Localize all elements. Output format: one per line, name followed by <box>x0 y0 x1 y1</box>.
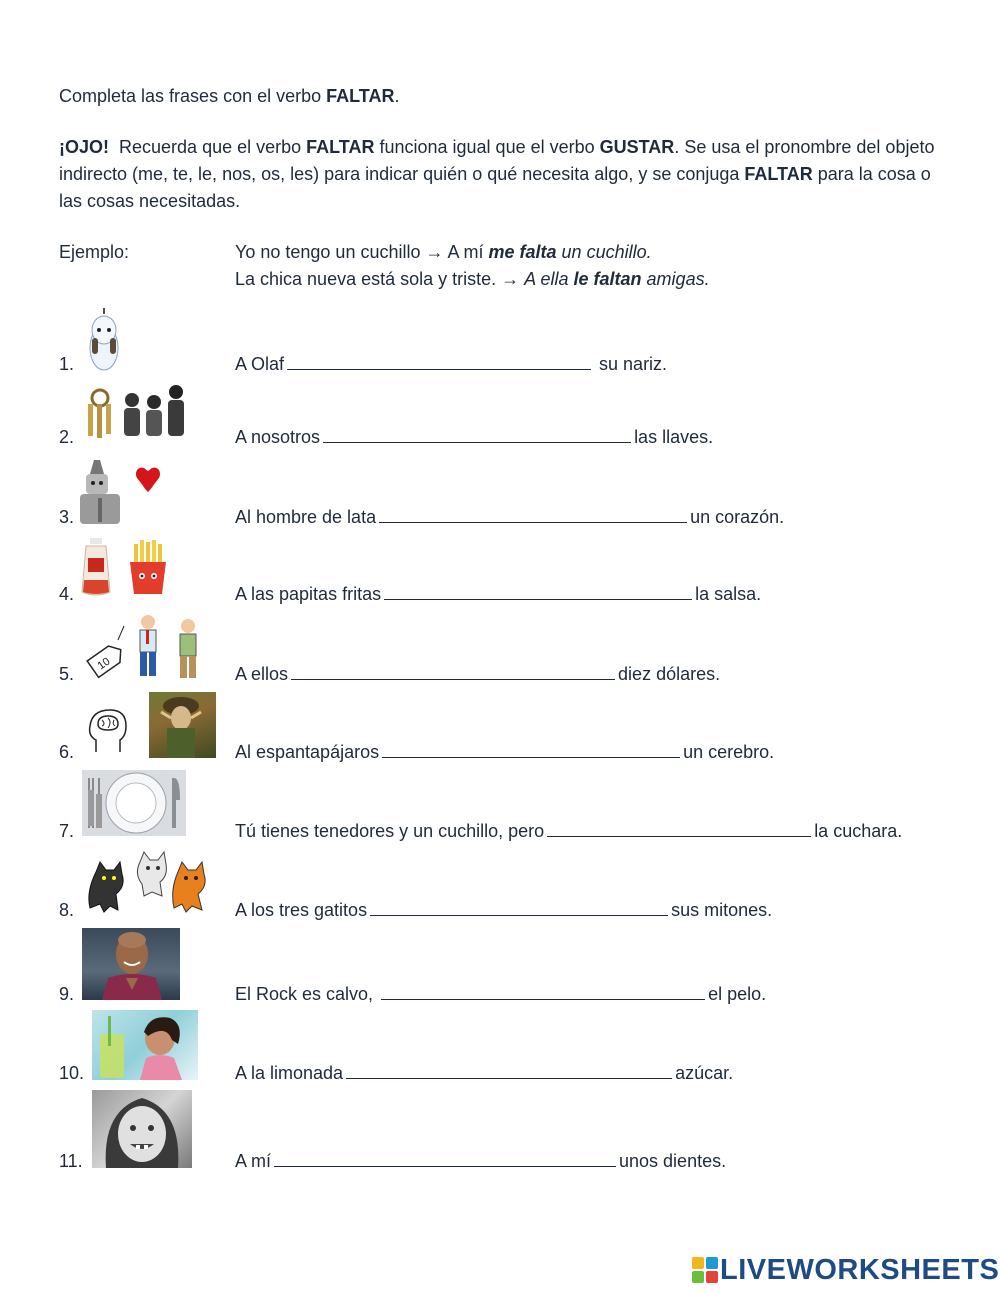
instruction-end: . <box>394 86 400 106</box>
answer-blank-2[interactable] <box>323 426 631 443</box>
sentence-9 <box>235 982 766 1006</box>
answer-blank-8[interactable] <box>370 899 668 916</box>
item-number: 7. <box>59 821 75 841</box>
sentence-prefix: A las papitas fritas <box>235 584 382 604</box>
note-text-1: Recuerda que el verbo <box>109 137 307 157</box>
sentence-4 <box>235 582 761 606</box>
sentence-10 <box>235 1061 733 1085</box>
logo-icon <box>692 1257 718 1283</box>
sentence-prefix: A mí <box>235 1151 272 1171</box>
sentence-prefix: Tú tienes tenedores y un cuchillo, pero <box>235 821 545 841</box>
example-1-italic: un cuchillo. <box>556 242 652 262</box>
answer-blank-6[interactable] <box>382 741 680 758</box>
item-number: 10. <box>59 1063 85 1083</box>
answer-blank-4[interactable] <box>384 583 692 600</box>
sentence-prefix: Al hombre de lata <box>235 507 377 527</box>
sentence-suffix: su nariz. <box>594 354 668 374</box>
item-number: 6. <box>59 742 75 762</box>
sentence-prefix: A la limonada <box>235 1063 344 1083</box>
olaf-icon <box>86 308 122 372</box>
note-text-4: para la cosa o las cosas necesitadas. <box>59 164 931 211</box>
example-1-plain: Yo no tengo un cuchillo → A mí <box>235 242 489 262</box>
instruction <box>59 83 399 110</box>
sentence-suffix: la salsa. <box>695 584 762 604</box>
example-1-bold: me falta <box>488 242 557 262</box>
sentence-suffix: azúcar. <box>675 1063 734 1083</box>
sentence-5 <box>235 662 720 686</box>
place-setting-icon <box>82 770 186 836</box>
keys-people-icon <box>82 382 192 444</box>
answer-blank-7[interactable] <box>547 820 811 837</box>
sentence-prefix: A nosotros <box>235 427 321 447</box>
sentence-suffix: las llaves. <box>634 427 714 447</box>
sentence-7 <box>235 819 902 843</box>
sentence-2 <box>235 425 713 449</box>
ojo-label: ¡OJO! <box>59 137 110 157</box>
item-number: 2. <box>59 427 75 447</box>
sentence-suffix: unos dientes. <box>619 1151 727 1171</box>
price-tag-men-icon <box>84 612 216 682</box>
sentence-8 <box>235 898 772 922</box>
sentence-prefix: A los tres gatitos <box>235 900 368 920</box>
item-number: 1. <box>59 354 75 374</box>
example-label: Ejemplo: <box>59 242 130 262</box>
example-2-italic-a: A ella <box>524 269 574 289</box>
answer-blank-5[interactable] <box>291 663 615 680</box>
answer-blank-10[interactable] <box>346 1062 672 1079</box>
note-text-3: . Se usa el pronombre del objeto indirecto (me, te, le, nos, os, les) para indicar quién o qué necesita algo, y se conjuga <box>59 137 935 184</box>
the-rock-photo <box>82 928 180 1000</box>
note-verb-faltar: FALTAR <box>306 137 375 157</box>
scarecrow-photo <box>149 692 216 758</box>
sentence-11 <box>235 1149 726 1173</box>
sentence-prefix: A ellos <box>235 664 289 684</box>
liveworksheets-logo <box>692 1254 999 1286</box>
instruction-text: Completa las frases con el verbo <box>59 86 327 106</box>
item-number: 3. <box>59 507 75 527</box>
sentence-1 <box>235 352 667 376</box>
answer-blank-11[interactable] <box>274 1150 616 1167</box>
example-line-2 <box>235 266 710 293</box>
example-line-1 <box>235 239 652 266</box>
sentence-3 <box>235 505 784 529</box>
answer-blank-1[interactable] <box>287 353 591 370</box>
item-number: 9. <box>59 984 75 1004</box>
sentence-6 <box>235 740 774 764</box>
example-2-plain: La chica nueva está sola y triste. → <box>235 269 525 289</box>
answer-blank-9[interactable] <box>381 983 705 1000</box>
note-verb-faltar-2: FALTAR <box>744 164 813 184</box>
item-number: 11. <box>59 1151 83 1171</box>
ojo-note <box>59 134 939 215</box>
item-number: 5. <box>59 664 75 684</box>
instruction-verb: FALTAR <box>326 86 395 106</box>
item-number: 4. <box>59 584 75 604</box>
svg-text:10: 10 <box>95 655 113 673</box>
example-2-bold: le faltan <box>573 269 642 289</box>
brain-head-icon <box>86 706 130 756</box>
girl-lemonade-photo <box>92 1010 198 1080</box>
sentence-suffix: un corazón. <box>690 507 785 527</box>
sentence-suffix: el pelo. <box>708 984 767 1004</box>
ketchup-fries-icon <box>78 534 174 598</box>
sentence-prefix: Al espantapájaros <box>235 742 380 762</box>
logo-text: LIVEWORKSHEETS <box>720 1253 1000 1286</box>
sentence-suffix: la cuchara. <box>814 821 903 841</box>
answer-blank-3[interactable] <box>379 506 687 523</box>
sentence-suffix: un cerebro. <box>683 742 775 762</box>
item-number: 8. <box>59 900 75 920</box>
sentence-prefix: A Olaf <box>235 354 285 374</box>
three-kittens-icon <box>82 850 214 916</box>
girl-missing-teeth-photo <box>92 1090 192 1168</box>
sentence-suffix: diez dólares. <box>618 664 721 684</box>
note-text-2: funciona igual que el verbo <box>374 137 600 157</box>
note-verb-gustar: GUSTAR <box>599 137 675 157</box>
sentence-suffix: sus mitones. <box>671 900 773 920</box>
example-2-italic-b: amigas. <box>641 269 710 289</box>
tinman-heart-icon <box>80 458 166 524</box>
sentence-prefix: El Rock es calvo, <box>235 984 379 1004</box>
